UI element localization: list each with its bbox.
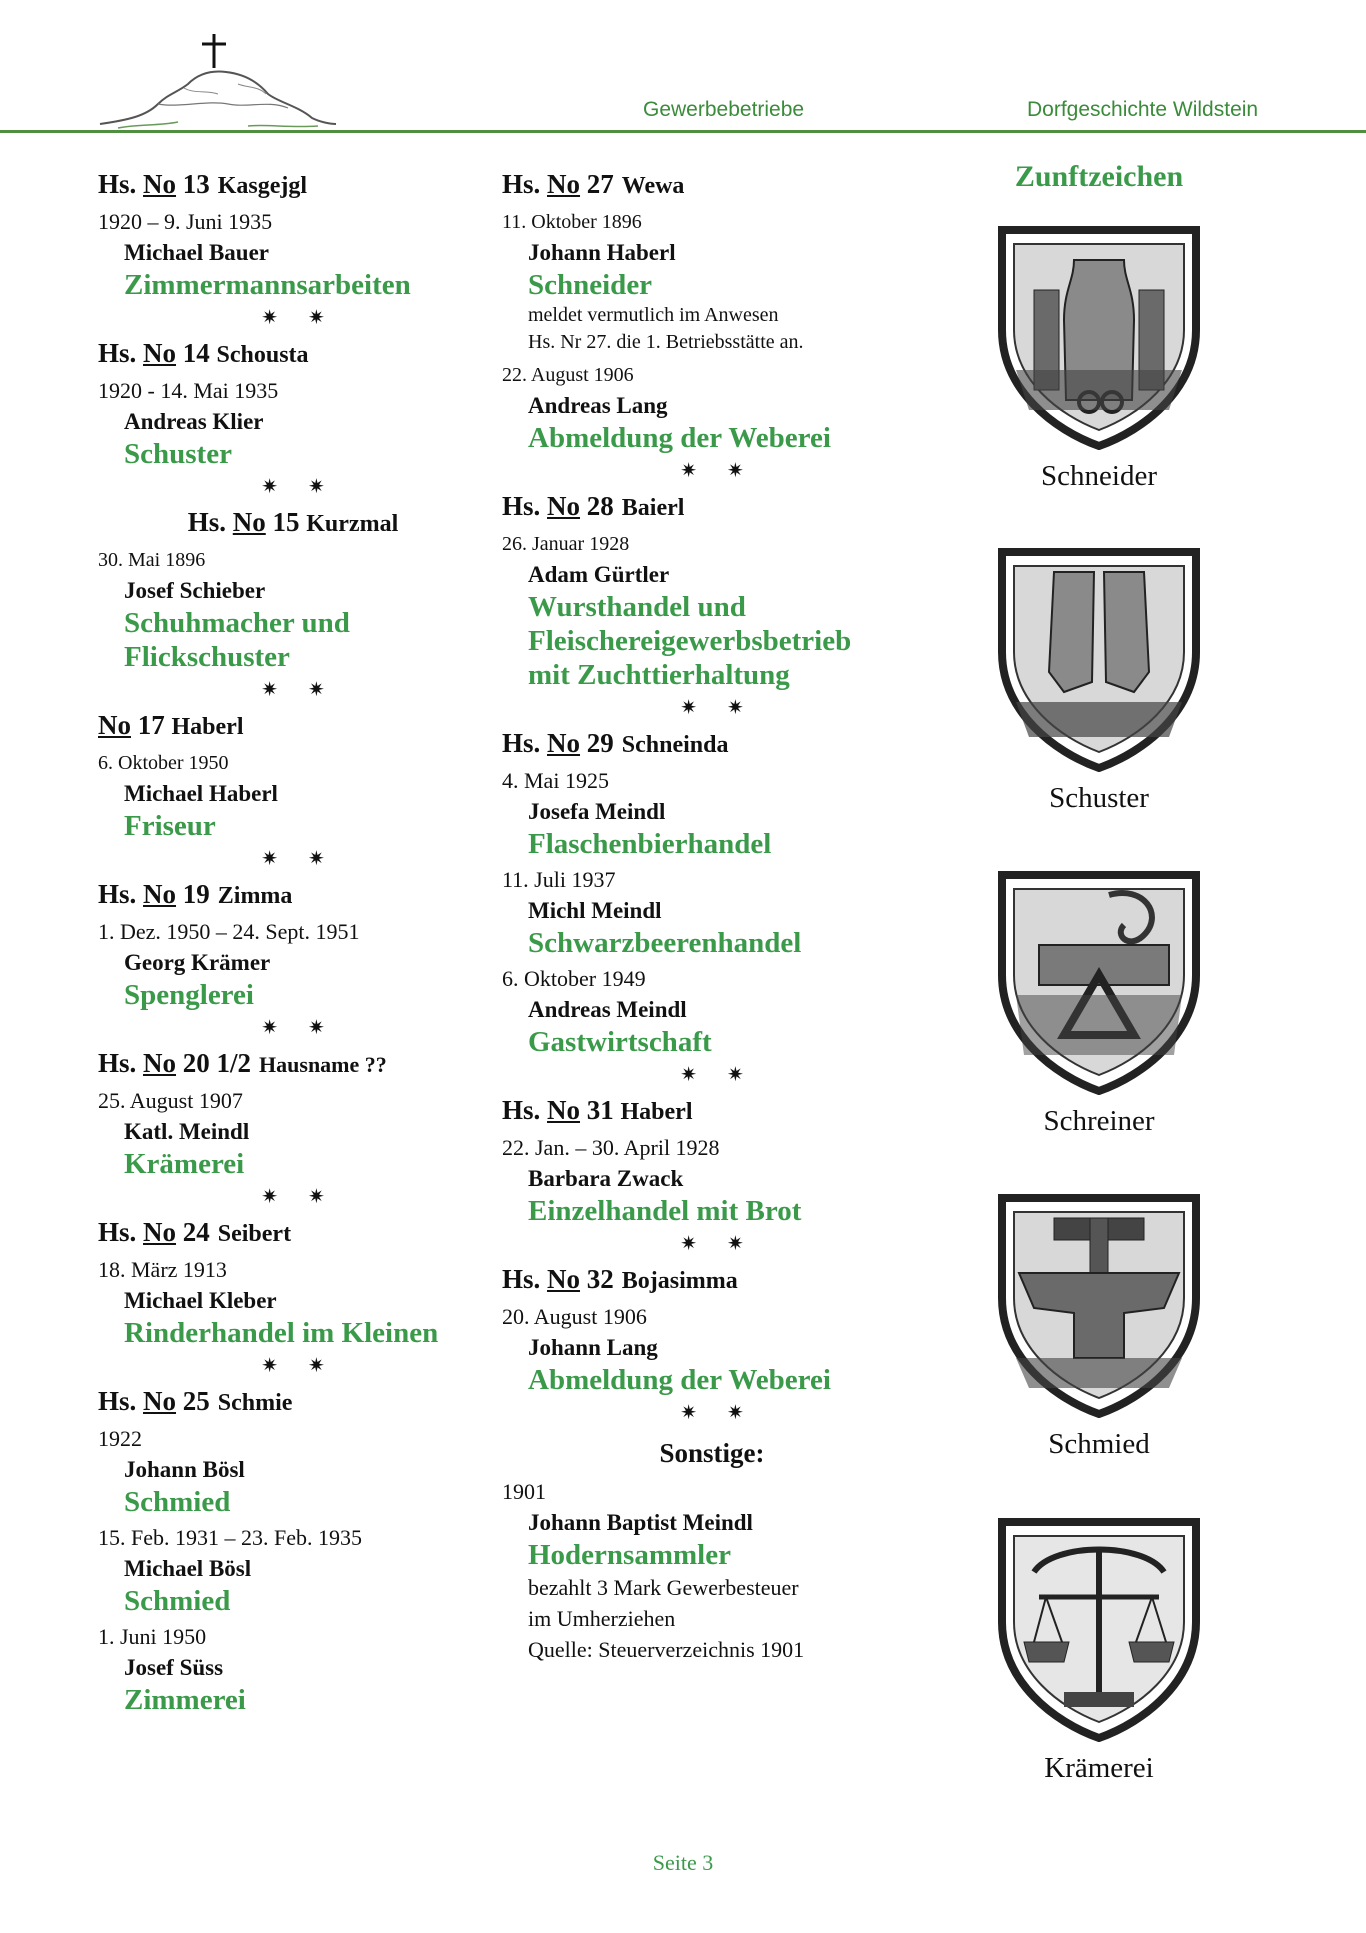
separator-stars: ✷✷ bbox=[261, 679, 355, 701]
crest-schmied bbox=[975, 1178, 1223, 1461]
crest-label: Schneider bbox=[1041, 460, 1157, 492]
entry-trade: Schmied bbox=[124, 1486, 231, 1518]
crest-label: Krämerei bbox=[1044, 1752, 1154, 1784]
house-heading: Hs. No 24 Seibert bbox=[98, 1217, 292, 1247]
header-section: Gewerbebetriebe bbox=[643, 98, 805, 121]
entry-note: meldet vermutlich im Anwesen bbox=[528, 304, 779, 326]
entry-date: 15. Feb. 1931 – 23. Feb. 1935 bbox=[98, 1525, 362, 1550]
house-heading: Hs. No 29 Schneinda bbox=[502, 728, 729, 758]
entry-trade: Spenglerei bbox=[124, 979, 254, 1011]
entry-note: bezahlt 3 Mark Gewerbesteuer bbox=[528, 1575, 799, 1600]
column-left bbox=[98, 165, 488, 1717]
entry-date: 22. Jan. – 30. April 1928 bbox=[502, 1135, 720, 1160]
entry-person: Johann Haberl bbox=[528, 240, 676, 265]
house-heading: No 17 Haberl bbox=[98, 710, 244, 740]
entry-date: 30. Mai 1896 bbox=[98, 549, 206, 571]
column-guild-signs bbox=[975, 160, 1223, 1784]
entry-hs31 bbox=[502, 1093, 922, 1260]
entry-person: Barbara Zwack bbox=[528, 1166, 684, 1191]
house-heading: Hs. No 31 Haberl bbox=[502, 1095, 693, 1125]
separator-stars: ✷✷ bbox=[261, 1355, 355, 1377]
separator-stars: ✷✷ bbox=[680, 1233, 774, 1255]
entry-hs32 bbox=[502, 1262, 922, 1429]
separator-stars: ✷✷ bbox=[261, 307, 355, 329]
entry-date: 1922 bbox=[98, 1426, 142, 1451]
entry-trade: Flickschuster bbox=[124, 641, 290, 673]
entry-date: 18. März 1913 bbox=[98, 1257, 227, 1282]
blacksmith-crest-icon bbox=[994, 1178, 1204, 1418]
entry-trade: Zimmermannsarbeiten bbox=[124, 269, 411, 301]
entry-hs25 bbox=[98, 1384, 488, 1717]
entry-date: 20. August 1906 bbox=[502, 1304, 647, 1329]
entry-person: Michael Kleber bbox=[124, 1288, 277, 1313]
entry-person: Michael Haberl bbox=[124, 781, 278, 806]
entry-date: 22. August 1906 bbox=[502, 364, 634, 386]
entry-date: 1920 - 14. Mai 1935 bbox=[98, 378, 279, 403]
entry-person: Johann Baptist Meindl bbox=[528, 1510, 753, 1535]
entry-person: Josef Süss bbox=[124, 1655, 224, 1680]
entry-trade: Zimmerei bbox=[124, 1684, 246, 1716]
entry-date: 4. Mai 1925 bbox=[502, 768, 609, 793]
separator-stars: ✷✷ bbox=[261, 1017, 355, 1039]
entry-hs29 bbox=[502, 726, 922, 1091]
page-header bbox=[0, 0, 1366, 140]
guild-signs-title: Zunftzeichen bbox=[1014, 160, 1184, 193]
crest-schneider bbox=[975, 210, 1223, 493]
separator-stars: ✷✷ bbox=[680, 460, 774, 482]
entry-hs20 bbox=[98, 1046, 488, 1213]
entry-trade: Hodernsammler bbox=[528, 1539, 731, 1571]
entry-person: Michael Bösl bbox=[124, 1556, 252, 1581]
entry-trade: Schneider bbox=[528, 269, 653, 301]
entry-date: 1920 – 9. Juni 1935 bbox=[98, 209, 273, 234]
entry-note: im Umherziehen bbox=[528, 1606, 676, 1631]
entry-trade: Abmeldung der Weberei bbox=[528, 422, 831, 454]
separator-stars: ✷✷ bbox=[261, 1186, 355, 1208]
entry-hs15 bbox=[98, 505, 488, 706]
page-number: Seite 3 bbox=[652, 1850, 714, 1875]
entry-trade: Schuhmacher und bbox=[124, 607, 350, 639]
shoemaker-crest-icon bbox=[994, 532, 1204, 772]
separator-stars: ✷✷ bbox=[261, 848, 355, 870]
separator-stars: ✷✷ bbox=[680, 1402, 774, 1424]
entry-date: 26. Januar 1928 bbox=[502, 533, 630, 555]
crest-kraemerei bbox=[975, 1502, 1223, 1785]
house-heading: Hs. No 25 Schmie bbox=[98, 1386, 293, 1416]
crest-label: Schreiner bbox=[1043, 1105, 1155, 1137]
entry-date: 1. Dez. 1950 – 24. Sept. 1951 bbox=[98, 919, 360, 944]
house-heading: Hs. No 14 Schousta bbox=[98, 338, 309, 368]
carpenter-crest-icon bbox=[994, 855, 1204, 1095]
entry-date: 11. Oktober 1896 bbox=[502, 211, 642, 233]
house-heading: Hs. No 19 Zimma bbox=[98, 879, 293, 909]
header-divider bbox=[0, 130, 1366, 133]
crest-label: Schmied bbox=[1048, 1428, 1150, 1460]
entry-trade: Flaschenbierhandel bbox=[528, 828, 772, 860]
entry-sonstige bbox=[502, 1433, 922, 1665]
entry-date: 1. Juni 1950 bbox=[98, 1624, 207, 1649]
entry-person: Andreas Lang bbox=[528, 393, 668, 418]
separator-stars: ✷✷ bbox=[680, 697, 774, 719]
merchant-scale-crest-icon bbox=[994, 1502, 1204, 1742]
entry-trade: Abmeldung der Weberei bbox=[528, 1364, 831, 1396]
entry-trade: Fleischereigewerbsbetrieb bbox=[528, 625, 852, 657]
entry-date: 1901 bbox=[502, 1479, 546, 1504]
entry-hs13 bbox=[98, 167, 488, 334]
entry-person: Josef Schieber bbox=[124, 578, 266, 603]
crest-schuster bbox=[975, 532, 1223, 815]
entry-trade: Rinderhandel im Kleinen bbox=[124, 1317, 439, 1349]
separator-stars: ✷✷ bbox=[261, 476, 355, 498]
entry-hs27 bbox=[502, 167, 922, 487]
entry-trade: Einzelhandel mit Brot bbox=[528, 1195, 802, 1227]
entry-trade: Wursthandel und bbox=[528, 591, 746, 623]
entry-trade: mit Zuchttierhaltung bbox=[528, 659, 790, 691]
crest-label: Schuster bbox=[1049, 782, 1149, 814]
entry-note: Quelle: Steuerverzeichnis 1901 bbox=[528, 1637, 805, 1662]
entry-hs14 bbox=[98, 336, 488, 503]
entry-person: Michl Meindl bbox=[528, 898, 662, 923]
entry-trade: Schwarzbeerenhandel bbox=[528, 927, 802, 959]
entry-trade: Schmied bbox=[124, 1585, 231, 1617]
entry-date: 11. Juli 1937 bbox=[502, 867, 616, 892]
entry-person: Michael Bauer bbox=[124, 240, 269, 265]
entry-person: Katl. Meindl bbox=[124, 1119, 250, 1144]
house-heading: Hs. No 27 Wewa bbox=[502, 169, 685, 199]
house-heading: Hs. No 32 Bojasimma bbox=[502, 1264, 738, 1294]
entry-person: Josefa Meindl bbox=[528, 799, 666, 824]
entry-hs19 bbox=[98, 877, 488, 1044]
crest-schreiner bbox=[975, 855, 1223, 1138]
house-heading: Hs. No 15 Kurzmal bbox=[187, 507, 399, 537]
entry-person: Johann Bösl bbox=[124, 1457, 245, 1482]
house-heading: Hs. No 28 Baierl bbox=[502, 491, 685, 521]
entry-trade: Gastwirtschaft bbox=[528, 1026, 712, 1058]
entry-person: Georg Krämer bbox=[124, 950, 271, 975]
wildstein-logo bbox=[98, 28, 338, 136]
entry-person: Johann Lang bbox=[528, 1335, 658, 1360]
entry-hs28 bbox=[502, 489, 922, 724]
entry-person: Adam Gürtler bbox=[528, 562, 670, 587]
sonstige-heading: Sonstige: bbox=[659, 1438, 765, 1468]
house-heading: Hs. No 13 Kasgejgl bbox=[98, 169, 308, 199]
entry-no17 bbox=[98, 708, 488, 875]
entry-trade: Krämerei bbox=[124, 1148, 245, 1180]
header-title: Dorfgeschichte Wildstein bbox=[1027, 98, 1259, 121]
entry-date: 6. Oktober 1949 bbox=[502, 966, 646, 991]
tailor-crest-icon bbox=[994, 210, 1204, 450]
separator-stars: ✷✷ bbox=[680, 1064, 774, 1086]
column-middle bbox=[502, 165, 922, 1665]
entry-person: Andreas Meindl bbox=[528, 997, 687, 1022]
entry-person: Andreas Klier bbox=[124, 409, 264, 434]
entry-trade: Friseur bbox=[124, 810, 216, 842]
entry-hs24 bbox=[98, 1215, 488, 1382]
entry-trade: Schuster bbox=[124, 438, 232, 470]
entry-date: 25. August 1907 bbox=[98, 1088, 243, 1113]
entry-date: 6. Oktober 1950 bbox=[98, 752, 229, 774]
entry-note: Hs. Nr 27. die 1. Betriebsstätte an. bbox=[528, 331, 804, 353]
house-heading: Hs. No 20 1/2 Hausname ?? bbox=[98, 1048, 387, 1078]
